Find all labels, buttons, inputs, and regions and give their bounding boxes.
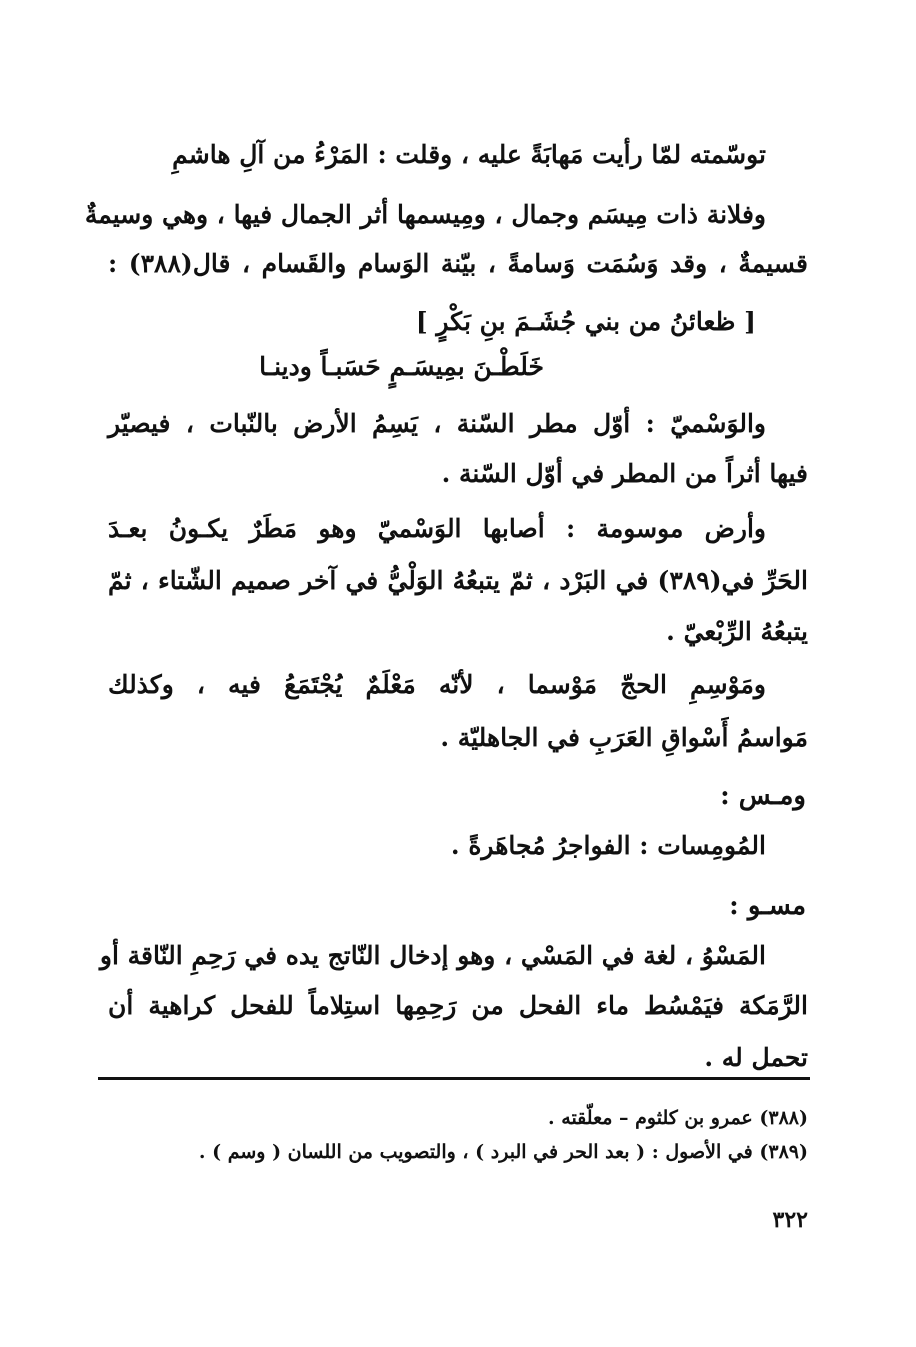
page-number: ٣٢٢ <box>772 1207 808 1233</box>
verse-second-hemistich: خَلَطْـنَ بمِيسَـمٍ حَسَبـاً ودينـا <box>259 352 544 381</box>
text-line-16: تحمل له . <box>704 1043 808 1072</box>
text-line-8: وأرض موسومة : أصابها الوَسْميّ وهو مَطَرٌ يكـونُ بعـدَ <box>108 514 766 543</box>
text-line-10: يتبعُهُ الرِّبْعيّ . <box>666 617 808 646</box>
text-line-2: وفلانة ذات مِيسَم وجمال ، ومِيسمها أثر الجمال فيها ، وهي وسيمة‌ٌ <box>84 200 766 229</box>
text-line-11: ومَوْسِمِ الحجّ مَوْسما ، لأنّه مَعْلَمٌ يُجْتَمَعُ فيه ، وكذلك <box>108 670 766 699</box>
text-line-6: والوَسْميّ : أوّل مطر السّنة ، يَسِمُ الأرض بالنّبات ، فيصيّر <box>108 409 766 438</box>
text-line-12: مَواسمُ أَسْواقِ العَرَبِ في الجاهليّة . <box>440 723 808 752</box>
text-line-14: المَسْوُ ، لغة في المَسْي ، وهو إدخال النّاتج يده في رَحِمِ النّاقة أو <box>99 941 766 970</box>
text-line-13: المُومِسات : الفواجرُ مُجاهَرةً . <box>450 831 766 860</box>
verse-first-hemistich: [ ظعائنُ من بني جُشَـمَ بنِ بَكْرٍ ] <box>415 307 756 336</box>
entry-heading-wms: ومـس : <box>720 781 806 811</box>
footnote-389: (٣٨٩) في الأصول : ( بعد الحر في البرد ) ، والتصويب من اللسان ( وسم ) . <box>198 1141 808 1163</box>
text-line-1: توسّمته لمّا رأيت مَهابَة‌ً عليه ، وقلت : المَرْءُ من آلِ هاشمِ <box>172 140 766 169</box>
text-line-3: قسيمة‌ٌ ، وقد وَسُمَت وَسامة‌ً ، بيّنة الوَسام والقَسام ، قال(٣٨٨) : <box>108 249 808 278</box>
footnote-388: (٣٨٨) عمرو بن كلثوم – معلّقته . <box>548 1107 808 1129</box>
footnote-divider <box>98 1077 810 1080</box>
entry-heading-msw: مسـو : <box>729 891 806 921</box>
text-line-7: فيها أثراً من المطر في أوّل السّنة . <box>441 459 808 488</box>
text-line-15: الرَّمَكة فيَمْسُط ماء الفحل من رَحِمِها استِلاماً للفحل كراهية أن <box>108 991 808 1020</box>
text-line-9: الحَرِّ في(٣٨٩) في البَرْد ، ثمّ يتبعُهُ الوَلْيُّ في آخر صميم الشّتاء ، ثمّ <box>108 566 808 595</box>
